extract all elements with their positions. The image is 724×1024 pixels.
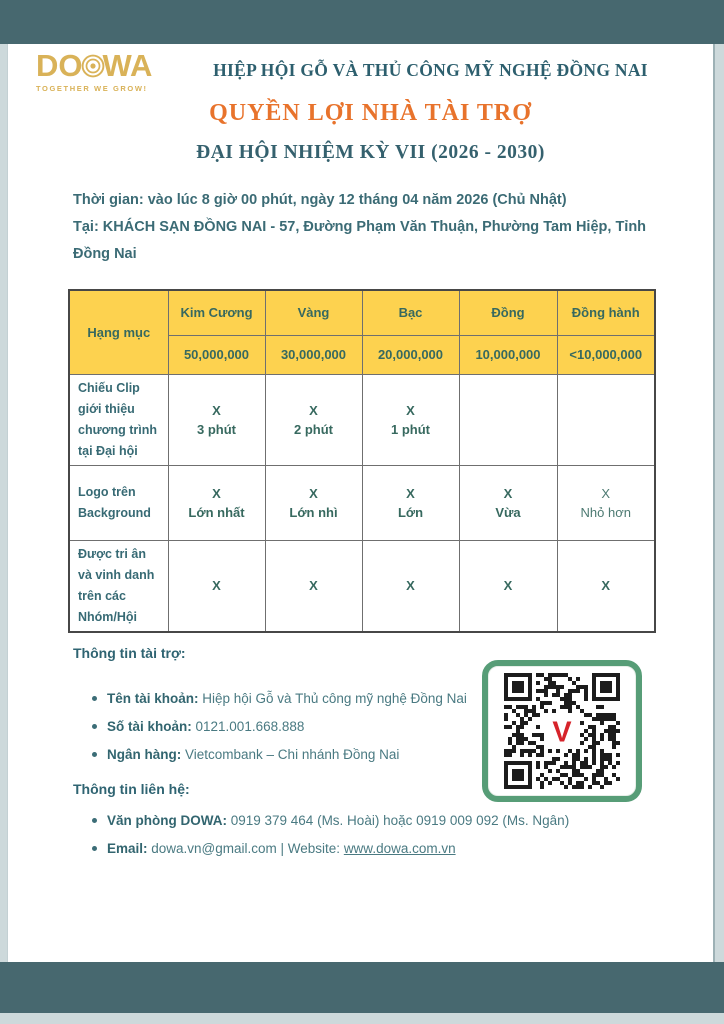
sponsor-tiers-table <box>68 289 656 633</box>
benefit-label: Chiếu Clip giới thiệu chương trình tại Đại hội <box>69 374 168 465</box>
event-info <box>73 187 675 268</box>
list-item: Số tài khoản: 0121.001.668.888 <box>92 713 467 741</box>
tier-header: Kim Cương <box>168 290 265 335</box>
association-heading: HIỆP HỘI GỖ VÀ THỦ CÔNG MỸ NGHỆ ĐỒNG NAI <box>213 60 648 80</box>
contact-info-list <box>92 807 569 863</box>
bottom-band <box>0 962 724 1013</box>
content-sheet <box>7 44 715 962</box>
page-title: QUYỀN LỢI NHÀ TÀI TRỢ <box>209 100 532 126</box>
benefit-label: Logo trên Background <box>69 465 168 540</box>
table-cell <box>459 374 557 465</box>
list-item: Tên tài khoản: Hiệp hội Gỗ và Thủ công mỹ nghệ Đồng Nai <box>92 685 467 713</box>
table-cell: X <box>557 540 655 632</box>
table-cell: X Lớn nhất <box>168 465 265 540</box>
tier-amount: 50,000,000 <box>168 335 265 374</box>
table-cell: X Vừa <box>459 465 557 540</box>
contact-info-heading: Thông tin liên hệ: <box>73 781 190 797</box>
sponsor-info-list <box>92 685 467 769</box>
tier-amount: 20,000,000 <box>362 335 459 374</box>
table-cell: X <box>362 540 459 632</box>
payment-qr-frame <box>482 660 642 802</box>
top-band <box>0 0 724 44</box>
logo-text-left: DO <box>36 48 83 83</box>
bullet-icon <box>92 724 97 729</box>
event-location: Tại: KHÁCH SẠN ĐỒNG NAI - 57, Đường Phạm Văn Thuận, Phường Tam Hiệp, Tỉnh Đồng Nai <box>73 219 647 262</box>
logo-text-right: WA <box>102 48 153 83</box>
bullet-icon <box>92 846 97 851</box>
logo-wordmark <box>36 50 166 82</box>
logo-tagline: TOGETHER WE GROW! <box>36 84 148 93</box>
tier-amount: <10,000,000 <box>557 335 655 374</box>
table-cell: X 2 phút <box>265 374 362 465</box>
table-cell: X <box>168 540 265 632</box>
table-cell: X Lớn nhì <box>265 465 362 540</box>
sponsor-info-heading: Thông tin tài trợ: <box>73 645 186 661</box>
event-time: Thời gian: vào lúc 8 giờ 00 phút, ngày 12 tháng 04 năm 2026 (Chủ Nhật) <box>73 192 567 208</box>
qr-code <box>504 673 620 789</box>
website-link[interactable]: www.dowa.com.vn <box>343 841 456 856</box>
tier-amount: 10,000,000 <box>459 335 557 374</box>
table-cell: X Nhỏ hơn <box>557 465 655 540</box>
tier-header: Đồng hành <box>557 290 655 335</box>
table-cell: X <box>265 540 362 632</box>
table-cell: X Lớn <box>362 465 459 540</box>
table-cell: X <box>459 540 557 632</box>
bullet-icon <box>92 752 97 757</box>
list-item: Email: dowa.vn@gmail.com | Website: www.dowa.com.vn <box>92 835 569 863</box>
table-cell <box>557 374 655 465</box>
dowa-logo <box>36 50 166 93</box>
tier-header: Vàng <box>265 290 362 335</box>
tier-header: Đồng <box>459 290 557 335</box>
page-subtitle: ĐẠI HỘI NHIỆM KỲ VII (2026 - 2030) <box>196 142 545 163</box>
bullet-icon <box>92 818 97 823</box>
vietcombank-v-mark: V <box>552 716 572 749</box>
list-item: Ngân hàng: Vietcombank – Chi nhánh Đồng Nai <box>92 741 467 769</box>
tier-header: Bạc <box>362 290 459 335</box>
list-item: Văn phòng DOWA: 0919 379 464 (Ms. Hoài) hoặc 0919 009 092 (Ms. Ngân) <box>92 807 569 835</box>
benefit-label: Được tri ân và vinh danh trên các Nhóm/Hội <box>69 540 168 632</box>
table-corner-label: Hạng mục <box>69 290 168 374</box>
table-cell: X 1 phút <box>362 374 459 465</box>
tier-amount: 30,000,000 <box>265 335 362 374</box>
table-cell: X 3 phút <box>168 374 265 465</box>
bullet-icon <box>92 696 97 701</box>
